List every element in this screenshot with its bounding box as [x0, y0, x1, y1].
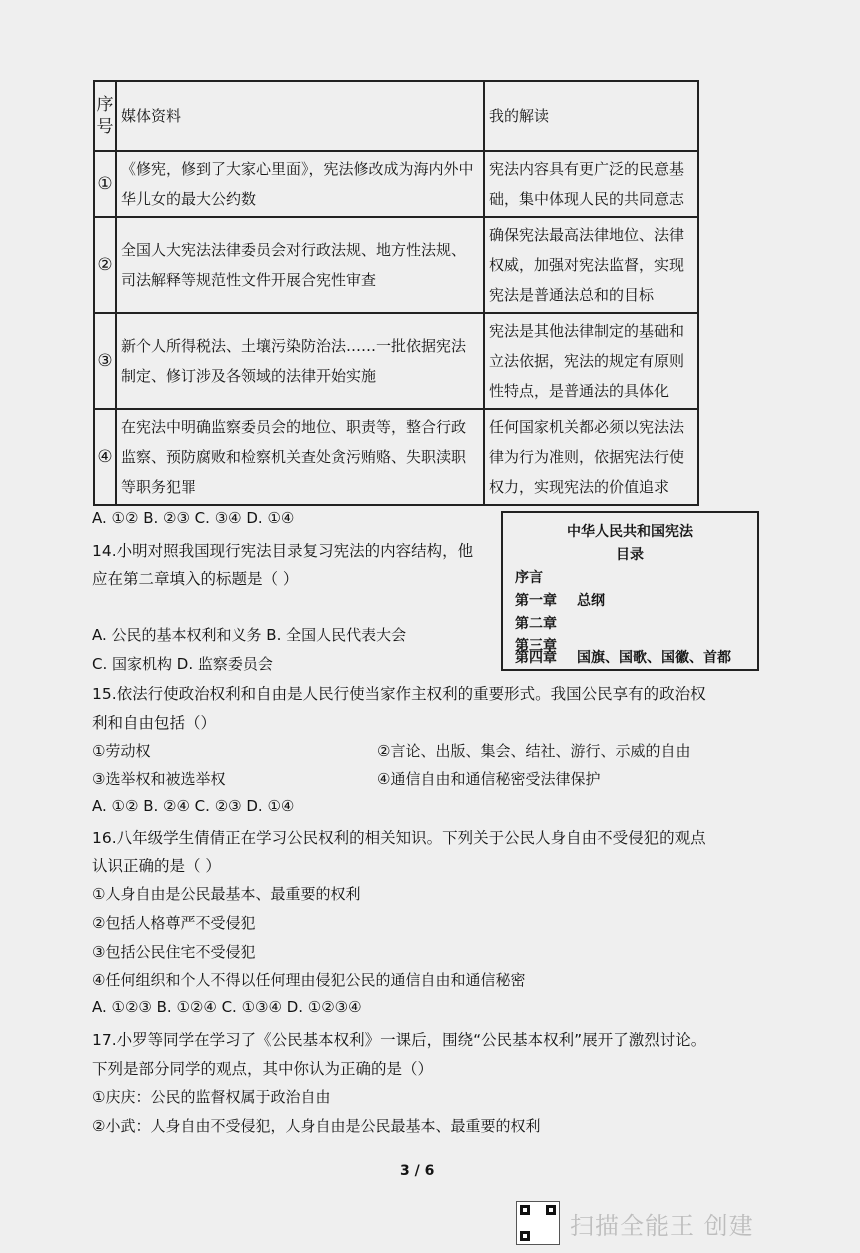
row-num: ② [94, 217, 116, 313]
q14-stem-line1: 14.小明对照我国现行宪法目录复习宪法的内容结构，他 [92, 542, 474, 560]
table-row [94, 151, 698, 217]
table-row [94, 313, 698, 409]
toc-chapter: 第二章 [515, 616, 557, 632]
q14-options-ab: A. 公民的基本权利和义务 B. 全国人民代表大会 [92, 626, 407, 644]
q15-stem-line2: 利和自由包括（） [92, 714, 217, 732]
media-reading-table [93, 80, 699, 506]
q16-options: A. ①②③ B. ①②④ C. ①③④ D. ①②③④ [92, 998, 362, 1016]
toc-subtitle: 目录 [616, 547, 644, 563]
q17-stem-line2: 下列是部分同学的观点，其中你认为正确的是（） [92, 1060, 434, 1078]
q15-options: A. ①② B. ②④ C. ②③ D. ①④ [92, 797, 295, 815]
q15-item1: ①劳动权 [92, 742, 151, 760]
table-row [94, 409, 698, 505]
q16-item1: ①人身自由是公民最基本、最重要的权利 [92, 885, 361, 903]
row-reading: 宪法内容具有更广泛的民意基础，集中体现人民的共同意志 [484, 151, 698, 217]
q13-options: A. ①② B. ②③ C. ③④ D. ①④ [92, 509, 295, 527]
page-number: 3 / 6 [400, 1163, 435, 1179]
toc-row [515, 647, 731, 667]
table-row [94, 217, 698, 313]
toc-chapter: 序言 [515, 570, 543, 586]
row-num: ④ [94, 409, 116, 505]
toc-chapter: 第三章 [515, 638, 557, 654]
q16-item4: ④任何组织和个人不得以任何理由侵犯公民的通信自由和通信秘密 [92, 971, 526, 989]
header-media: 媒体资料 [116, 81, 484, 151]
table-header-row [94, 81, 698, 151]
q14-stem-line2: 应在第二章填入的标题是（ ） [92, 570, 299, 588]
row-reading: 宪法是其他法律制定的基础和立法依据，宪法的规定有原则性特点，是普通法的具体化 [484, 313, 698, 409]
row-media: 《修宪，修到了大家心里面》，宪法修改成为海内外中华儿女的最大公约数 [116, 151, 484, 217]
q17-item2: ②小武：人身自由不受侵犯，人身自由是公民最基本、最重要的权利 [92, 1117, 541, 1135]
q16-item3: ③包括公民住宅不受侵犯 [92, 943, 256, 961]
toc-chapter: 第四章 [515, 650, 557, 666]
q15-item4: ④通信自由和通信秘密受法律保护 [377, 770, 601, 788]
header-reading: 我的解读 [484, 81, 698, 151]
toc-row [515, 613, 577, 633]
row-media: 在宪法中明确监察委员会的地位、职责等，整合行政监察、预防腐败和检察机关查处贪污贿赂、失职渎职等职务犯罪 [116, 409, 484, 505]
row-media: 全国人大宪法法律委员会对行政法规、地方性法规、司法解释等规范性文件开展合宪性审查 [116, 217, 484, 313]
toc-row [515, 590, 605, 610]
q14-options-cd: C. 国家机构 D. 监察委员会 [92, 655, 273, 673]
q16-stem-line2: 认识正确的是（ ） [92, 857, 221, 875]
q15-item2: ②言论、出版、集会、结社、游行、示威的自由 [377, 742, 691, 760]
constitution-toc-box [501, 511, 759, 671]
row-num: ① [94, 151, 116, 217]
toc-chapter: 第一章 [515, 593, 557, 609]
row-reading: 确保宪法最高法律地位、法律权威，加强对宪法监督，实现宪法是普通法总和的目标 [484, 217, 698, 313]
q15-item3: ③选举权和被选举权 [92, 770, 226, 788]
scanner-watermark: 扫描全能王 创建 [570, 1212, 754, 1240]
q17-stem-line1: 17.小罗等同学在学习了《公民基本权利》一课后，围绕“公民基本权利”展开了激烈讨论。 [92, 1031, 707, 1049]
row-media: 新个人所得税法、土壤污染防治法……一批依据宪法制定、修订涉及各领域的法律开始实施 [116, 313, 484, 409]
q17-item1: ①庆庆：公民的监督权属于政治自由 [92, 1088, 331, 1106]
header-num: 序号 [94, 81, 116, 151]
toc-chapter-name: 国旗、国歌、国徽、首都 [577, 650, 731, 666]
q16-stem-line1: 16.八年级学生倩倩正在学习公民权利的相关知识。下列关于公民人身自由不受侵犯的观点 [92, 829, 706, 847]
toc-row [515, 567, 577, 587]
row-num: ③ [94, 313, 116, 409]
toc-chapter-name: 总纲 [577, 593, 605, 609]
toc-title: 中华人民共和国宪法 [567, 524, 693, 540]
q16-item2: ②包括人格尊严不受侵犯 [92, 914, 256, 932]
row-reading: 任何国家机关都必须以宪法法律为行为准则，依据宪法行使权力，实现宪法的价值追求 [484, 409, 698, 505]
q15-stem-line1: 15.依法行使政治权利和自由是人民行使当家作主权利的重要形式。我国公民享有的政治权 [92, 685, 706, 703]
qr-code-icon [516, 1201, 560, 1245]
